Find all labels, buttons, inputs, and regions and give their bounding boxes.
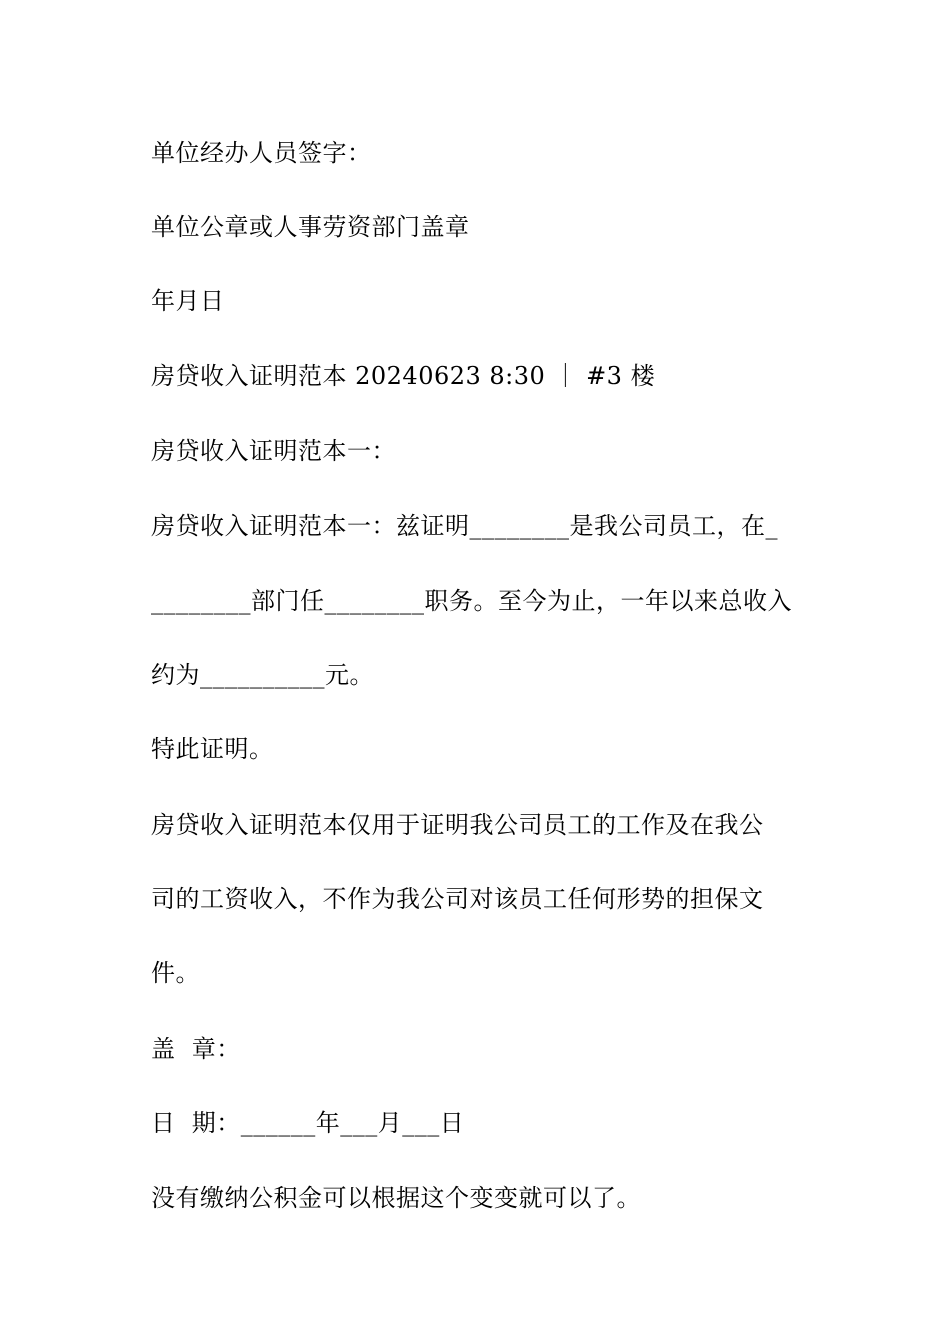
- section-heading: 房贷收入证明范本一：: [151, 437, 396, 465]
- signature-line: 单位经办人员签字：: [151, 139, 372, 167]
- stamp-line: 盖 章：: [151, 1035, 241, 1063]
- note-line: 没有缴纳公积金可以根据这个变变就可以了。: [151, 1184, 641, 1212]
- date-line: 日 期：______年___月___日: [151, 1109, 465, 1137]
- certify-line: 特此证明。: [151, 735, 274, 763]
- paragraph-line: 房贷收入证明范本仅用于证明我公司员工的工作及在我公: [151, 811, 764, 839]
- paragraph-line: 房贷收入证明范本一：兹证明________是我公司员工，在_: [151, 512, 778, 540]
- paragraph-line: ________部门任________职务。至今为止，一年以来总收入: [151, 587, 792, 615]
- paragraph-line: 件。: [151, 959, 200, 987]
- paragraph-line: 约为__________元。: [151, 661, 374, 689]
- seal-line: 单位公章或人事劳资部门盖章: [151, 213, 470, 241]
- post-header-line: 房贷收入证明范本 20240623 8:30 ｜ #3 楼: [151, 362, 656, 390]
- date-placeholder-line: 年月日: [151, 287, 225, 315]
- paragraph-line: 司的工资收入，不作为我公司对该员工任何形势的担保文: [151, 885, 764, 913]
